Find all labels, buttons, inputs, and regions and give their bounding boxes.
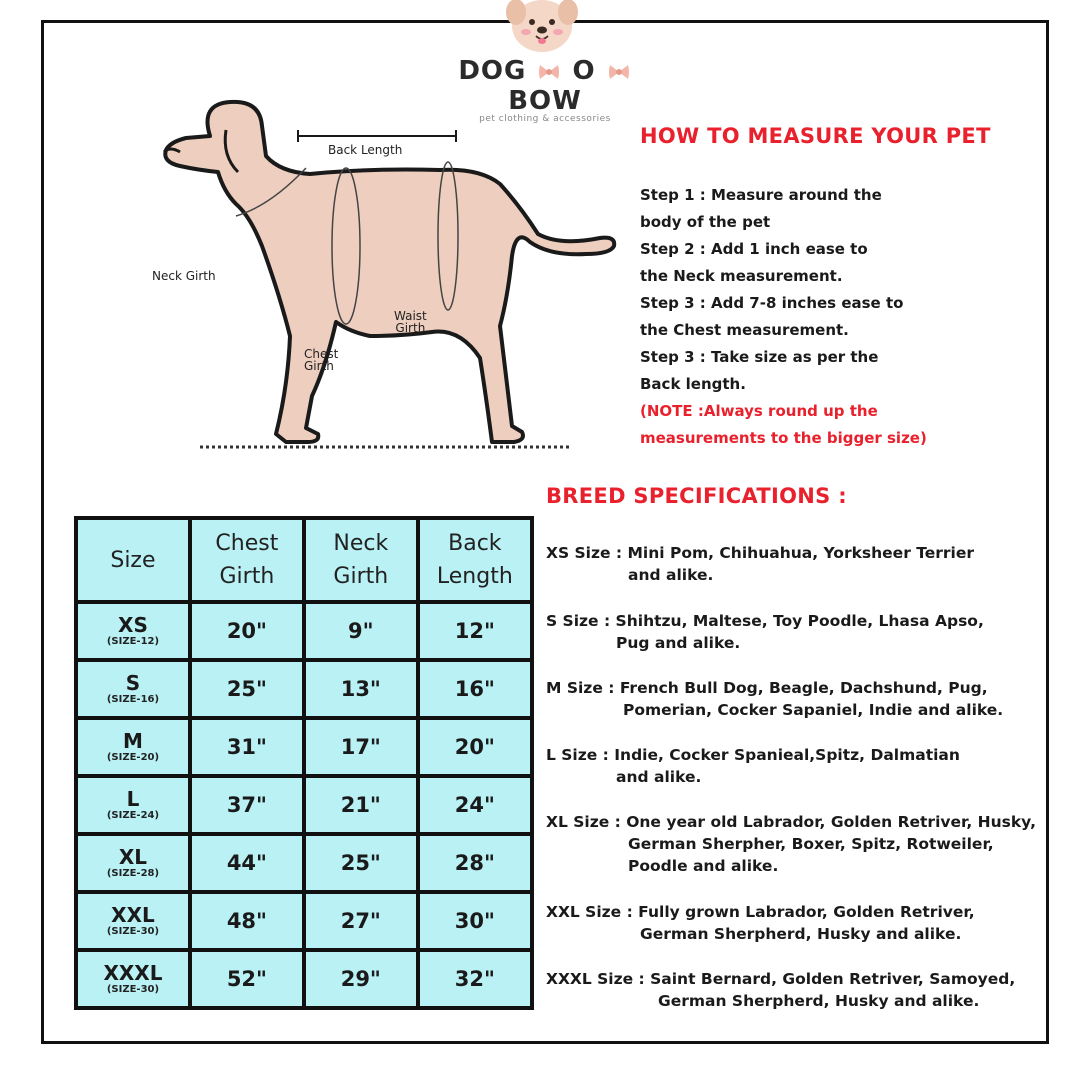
table-row	[76, 776, 532, 834]
neck-value: 27"	[340, 909, 381, 933]
size-cell	[76, 718, 190, 776]
chest-value: 37"	[226, 793, 267, 817]
chest-value: 52"	[226, 967, 267, 991]
neck-cell	[304, 834, 418, 892]
size-name: XXXL	[103, 961, 163, 985]
table-row	[76, 660, 532, 718]
neck-girth-column-header: Neck Girth	[304, 518, 418, 602]
size-code: (SIZE-20)	[106, 752, 160, 763]
neck-cell	[304, 776, 418, 834]
size-name: S	[125, 671, 141, 695]
size-cell	[76, 950, 190, 1008]
step-line: Step 2 : Add 1 inch ease to	[640, 240, 868, 258]
size-cell	[76, 602, 190, 660]
note-line: (NOTE :Always round up the	[640, 402, 878, 420]
size-code: (SIZE-30)	[106, 926, 160, 937]
back-cell	[418, 776, 532, 834]
back-cell	[418, 834, 532, 892]
breed-item: S Size : Shihtzu, Maltese, Toy Poodle, Lhasa Apso, Pug and alike.	[546, 612, 984, 652]
table-header-row	[76, 518, 532, 602]
back-length-label: Back Length	[328, 143, 403, 157]
back-value: 12"	[454, 619, 495, 643]
back-cell	[418, 718, 532, 776]
table-row	[76, 950, 532, 1008]
step-line: Step 1 : Measure around the	[640, 186, 882, 204]
chest-cell	[190, 602, 304, 660]
size-chart-table	[74, 516, 534, 1010]
brand-tagline: pet clothing & accessories	[479, 114, 611, 124]
neck-cell	[304, 660, 418, 718]
step-line: Back length.	[640, 375, 746, 393]
chest-cell	[190, 776, 304, 834]
back-value: 24"	[454, 793, 495, 817]
back-value: 30"	[454, 909, 495, 933]
size-code: (SIZE-28)	[106, 868, 160, 879]
size-name: XS	[118, 613, 148, 637]
breed-item: XXXL Size : Saint Bernard, Golden Retriver, Samoyed, German Sherpherd, Husky and alike.	[546, 970, 1016, 1010]
size-cell	[76, 660, 190, 718]
step-line: the Chest measurement.	[640, 321, 849, 339]
breed-item: XS Size : Mini Pom, Chihuahua, Yorksheer Terrier and alike.	[546, 544, 975, 584]
back-value: 32"	[454, 967, 495, 991]
how-to-measure-title: HOW TO MEASURE YOUR PET	[640, 124, 991, 148]
size-name: L	[126, 787, 140, 811]
neck-cell	[304, 950, 418, 1008]
bow-icon	[538, 63, 560, 81]
size-cell	[76, 776, 190, 834]
bow-icon	[608, 63, 630, 81]
neck-value: 29"	[340, 967, 381, 991]
size-cell	[76, 892, 190, 950]
chest-cell	[190, 950, 304, 1008]
neck-girth-label: Neck Girth	[152, 269, 216, 283]
back-cell	[418, 660, 532, 718]
neck-cell	[304, 892, 418, 950]
neck-cell	[304, 602, 418, 660]
chest-value: 44"	[226, 851, 267, 875]
step-line: Step 3 : Add 7-8 inches ease to	[640, 294, 904, 312]
waist-girth-label: Waist Girth	[394, 309, 427, 335]
chest-value: 48"	[226, 909, 267, 933]
breed-item: XXL Size : Fully grown Labrador, Golden Retriver, German Sherpherd, Husky and alike.	[546, 903, 975, 943]
size-name: XXL	[111, 903, 155, 927]
size-column-header: Size	[76, 518, 190, 602]
dog-face-logo-icon	[492, 0, 592, 54]
note-line: measurements to the bigger size)	[640, 429, 927, 447]
neck-value: 17"	[340, 735, 381, 759]
breed-item: M Size : French Bull Dog, Beagle, Dachshund, Pug, Pomerian, Cocker Sapaniel, Indie and alike.	[546, 679, 1004, 719]
breed-specifications-title: BREED SPECIFICATIONS :	[546, 484, 847, 508]
table-row	[76, 834, 532, 892]
back-value: 16"	[454, 677, 495, 701]
back-cell	[418, 602, 532, 660]
table-row	[76, 892, 532, 950]
size-cell	[76, 834, 190, 892]
chest-value: 20"	[226, 619, 267, 643]
step-line: body of the pet	[640, 213, 771, 231]
back-cell	[418, 950, 532, 1008]
chest-cell	[190, 892, 304, 950]
neck-value: 21"	[340, 793, 381, 817]
brand-word-left: DOG	[458, 56, 527, 86]
size-code: (SIZE-16)	[106, 694, 160, 705]
table-row	[76, 718, 532, 776]
chest-value: 31"	[226, 735, 267, 759]
back-length-column-header: Back Length	[418, 518, 532, 602]
chest-value: 25"	[226, 677, 267, 701]
breed-item: L Size : Indie, Cocker Spanieal,Spitz, Dalmatian and alike.	[546, 746, 960, 786]
chest-cell	[190, 834, 304, 892]
back-cell	[418, 892, 532, 950]
breed-item: XL Size : One year old Labrador, Golden Retriver, Husky, German Sherpher, Boxer, Spitz, Rotweiler, Poodle and alike.	[546, 813, 1036, 875]
size-code: (SIZE-24)	[106, 810, 160, 821]
chest-cell	[190, 660, 304, 718]
neck-value: 13"	[340, 677, 381, 701]
neck-value: 25"	[340, 851, 381, 875]
step-line: the Neck measurement.	[640, 267, 843, 285]
size-name: M	[123, 729, 143, 753]
brand-word-right: BOW	[508, 86, 582, 116]
back-value: 28"	[454, 851, 495, 875]
measurement-steps	[640, 182, 1040, 452]
back-value: 20"	[454, 735, 495, 759]
size-code: (SIZE-12)	[106, 636, 160, 647]
neck-value: 9"	[348, 619, 374, 643]
neck-cell	[304, 718, 418, 776]
dog-measurement-diagram	[140, 96, 640, 456]
step-line: Step 3 : Take size as per the	[640, 348, 879, 366]
chest-girth-label: Chest Girth	[304, 347, 339, 373]
chest-cell	[190, 718, 304, 776]
size-name: XL	[118, 845, 148, 869]
chest-girth-column-header: Chest Girth	[190, 518, 304, 602]
size-code: (SIZE-30)	[106, 984, 160, 995]
brand-word-middle: O	[572, 56, 596, 86]
table-row	[76, 602, 532, 660]
